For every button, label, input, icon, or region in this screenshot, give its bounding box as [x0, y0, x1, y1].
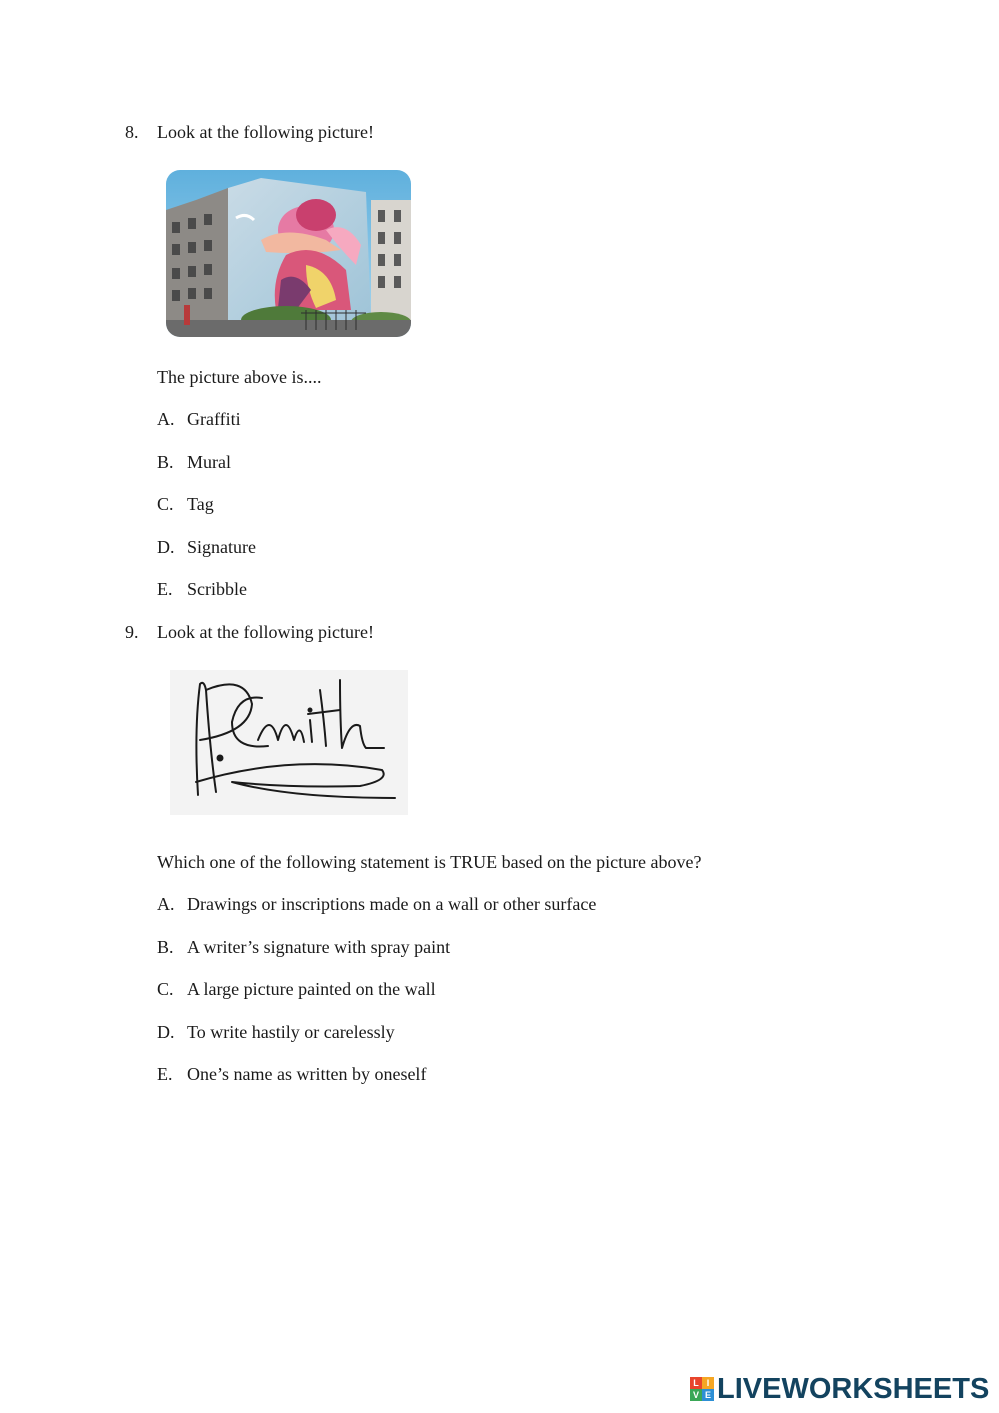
option-8b-text[interactable]: Mural	[187, 452, 231, 472]
option-8d-text[interactable]: Signature	[187, 537, 256, 557]
option-8a-letter: A.	[157, 409, 175, 429]
question-9-text: Which one of the following statement is TRUE based on the picture above?	[157, 852, 702, 872]
option-9c-text[interactable]: A large picture painted on the wall	[187, 979, 436, 999]
option-9d-letter: D.	[157, 1022, 175, 1042]
logo-letter-v: V	[690, 1389, 702, 1401]
live-logo-icon	[690, 1377, 714, 1401]
option-9c-letter: C.	[157, 979, 174, 999]
question-8-prompt: Look at the following picture!	[157, 122, 374, 142]
option-9a-letter: A.	[157, 894, 175, 914]
logo-letter-i: I	[702, 1377, 714, 1389]
logo-letter-e: E	[702, 1389, 714, 1401]
option-8e-text[interactable]: Scribble	[187, 579, 247, 599]
option-9d-text[interactable]: To write hastily or carelessly	[187, 1022, 395, 1042]
option-8c-letter: C.	[157, 494, 174, 514]
option-8b-letter: B.	[157, 452, 174, 472]
handwritten-signature	[170, 670, 408, 815]
option-8c-text[interactable]: Tag	[187, 494, 214, 514]
question-8-number: 8.	[125, 122, 139, 142]
question-9-number: 9.	[125, 622, 139, 642]
street-mural-photo	[166, 170, 411, 337]
liveworksheets-logo	[690, 1374, 989, 1404]
brand-name: LIVEWORKSHEETS	[717, 1372, 990, 1405]
option-8e-letter: E.	[157, 579, 173, 599]
question-9-prompt: Look at the following picture!	[157, 622, 374, 642]
option-8a-text[interactable]: Graffiti	[187, 409, 241, 429]
question-8-text: The picture above is....	[157, 367, 322, 387]
option-9e-text[interactable]: One’s name as written by oneself	[187, 1064, 427, 1084]
option-9b-letter: B.	[157, 937, 174, 957]
option-8d-letter: D.	[157, 537, 175, 557]
logo-letter-l: L	[690, 1377, 702, 1389]
option-9a-text[interactable]: Drawings or inscriptions made on a wall or other surface	[187, 894, 597, 914]
option-9e-letter: E.	[157, 1064, 173, 1084]
option-9b-text[interactable]: A writer’s signature with spray paint	[187, 937, 451, 957]
